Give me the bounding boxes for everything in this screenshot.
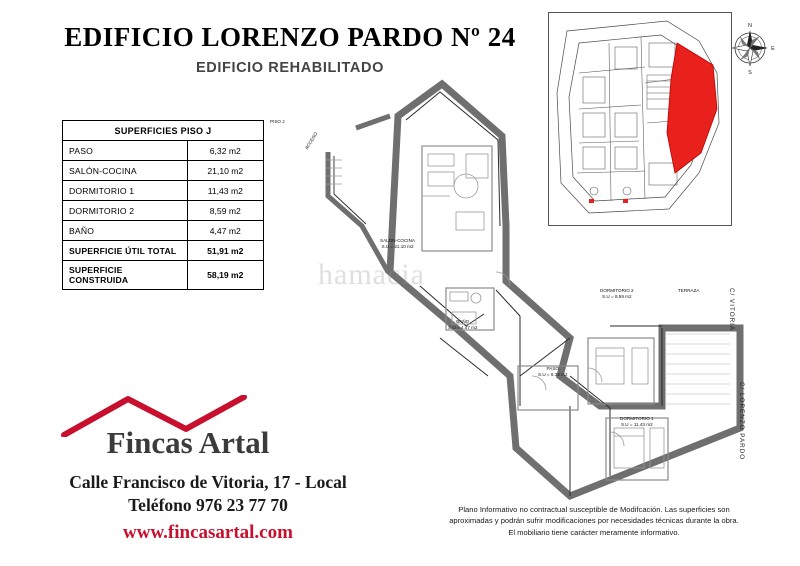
access-label: ACCESO: [303, 131, 319, 151]
room-label-paso: PASO S.U = 6.32 m2: [538, 366, 568, 378]
disclaimer-line-2: aproximadas y podrán sufrir modificaciones por necesidades técnicas durante la obra.: [449, 516, 739, 526]
room-label-bano: BAÑO S.U = 4.47 m2: [448, 319, 478, 331]
legal-disclaimer: [408, 504, 780, 538]
room-label-terraza: TERRAZA: [678, 288, 700, 293]
total-useful-label: SUPERFICIE ÚTIL TOTAL: [63, 241, 188, 261]
svg-text:S: S: [748, 70, 752, 76]
table-row: [63, 201, 264, 221]
street-label-lorenzo-pardo: C/ LORENZO PARDO: [738, 382, 745, 461]
svg-text:N: N: [748, 23, 752, 29]
room-label-salon: SALON-COCINA S.U = 21.10 m2: [380, 238, 415, 250]
total-useful-value: 51,91 m2: [187, 241, 263, 261]
room-label-dormitorio-1: DORMITORIO 1 S.U = 11.43 m2: [620, 416, 654, 428]
room-name: BAÑO: [63, 221, 188, 241]
page-subtitle: EDIFICIO REHABILITADO: [196, 60, 384, 76]
apartment-floorplan: [270, 76, 800, 506]
surfaces-table: [62, 120, 264, 290]
room-area: 4,47 m2: [187, 221, 263, 241]
table-row: [63, 141, 264, 161]
table-row: [63, 161, 264, 181]
room-area: 6,32 m2: [187, 141, 263, 161]
company-phone: Teléfono 976 23 77 70: [128, 495, 288, 515]
company-website[interactable]: www.fincasartal.com: [123, 522, 293, 543]
company-address: Calle Francisco de Vitoria, 17 - Local: [69, 472, 347, 492]
table-row: [63, 261, 264, 290]
table-row: [63, 181, 264, 201]
room-name: SALÓN-COCINA: [63, 161, 188, 181]
surfaces-table-caption: SUPERFICIES PISO J: [63, 121, 264, 141]
disclaimer-line-1: Plano Informativo no contractual susceptible de Modifcación. Las superficies son: [458, 505, 730, 514]
svg-text:E: E: [771, 46, 775, 52]
total-built-value: 58,19 m2: [187, 261, 263, 290]
room-area: 21,10 m2: [187, 161, 263, 181]
floor-label: PISO J: [270, 119, 285, 124]
company-name: Fincas Artal: [106, 425, 270, 460]
room-area: 11,43 m2: [187, 181, 263, 201]
table-row: [63, 221, 264, 241]
disclaimer-line-3: El mobiliario tiene carácter meramente informativo.: [508, 527, 680, 537]
watermark: hamacia: [318, 258, 425, 291]
page-title: EDIFICIO LORENZO PARDO Nº 24: [64, 22, 516, 52]
room-name: DORMITORIO 2: [63, 201, 188, 221]
street-label-vitoria: C/ VITORIA: [728, 288, 735, 332]
room-label-dormitorio-2: DORMITORIO 2 S.U = 8.59 m2: [600, 288, 634, 300]
room-name: DORMITORIO 1: [63, 181, 188, 201]
total-built-label: SUPERFICIE CONSTRUIDA: [63, 261, 188, 290]
room-area: 8,59 m2: [187, 201, 263, 221]
table-row: [63, 241, 264, 261]
room-name: PASO: [63, 141, 188, 161]
